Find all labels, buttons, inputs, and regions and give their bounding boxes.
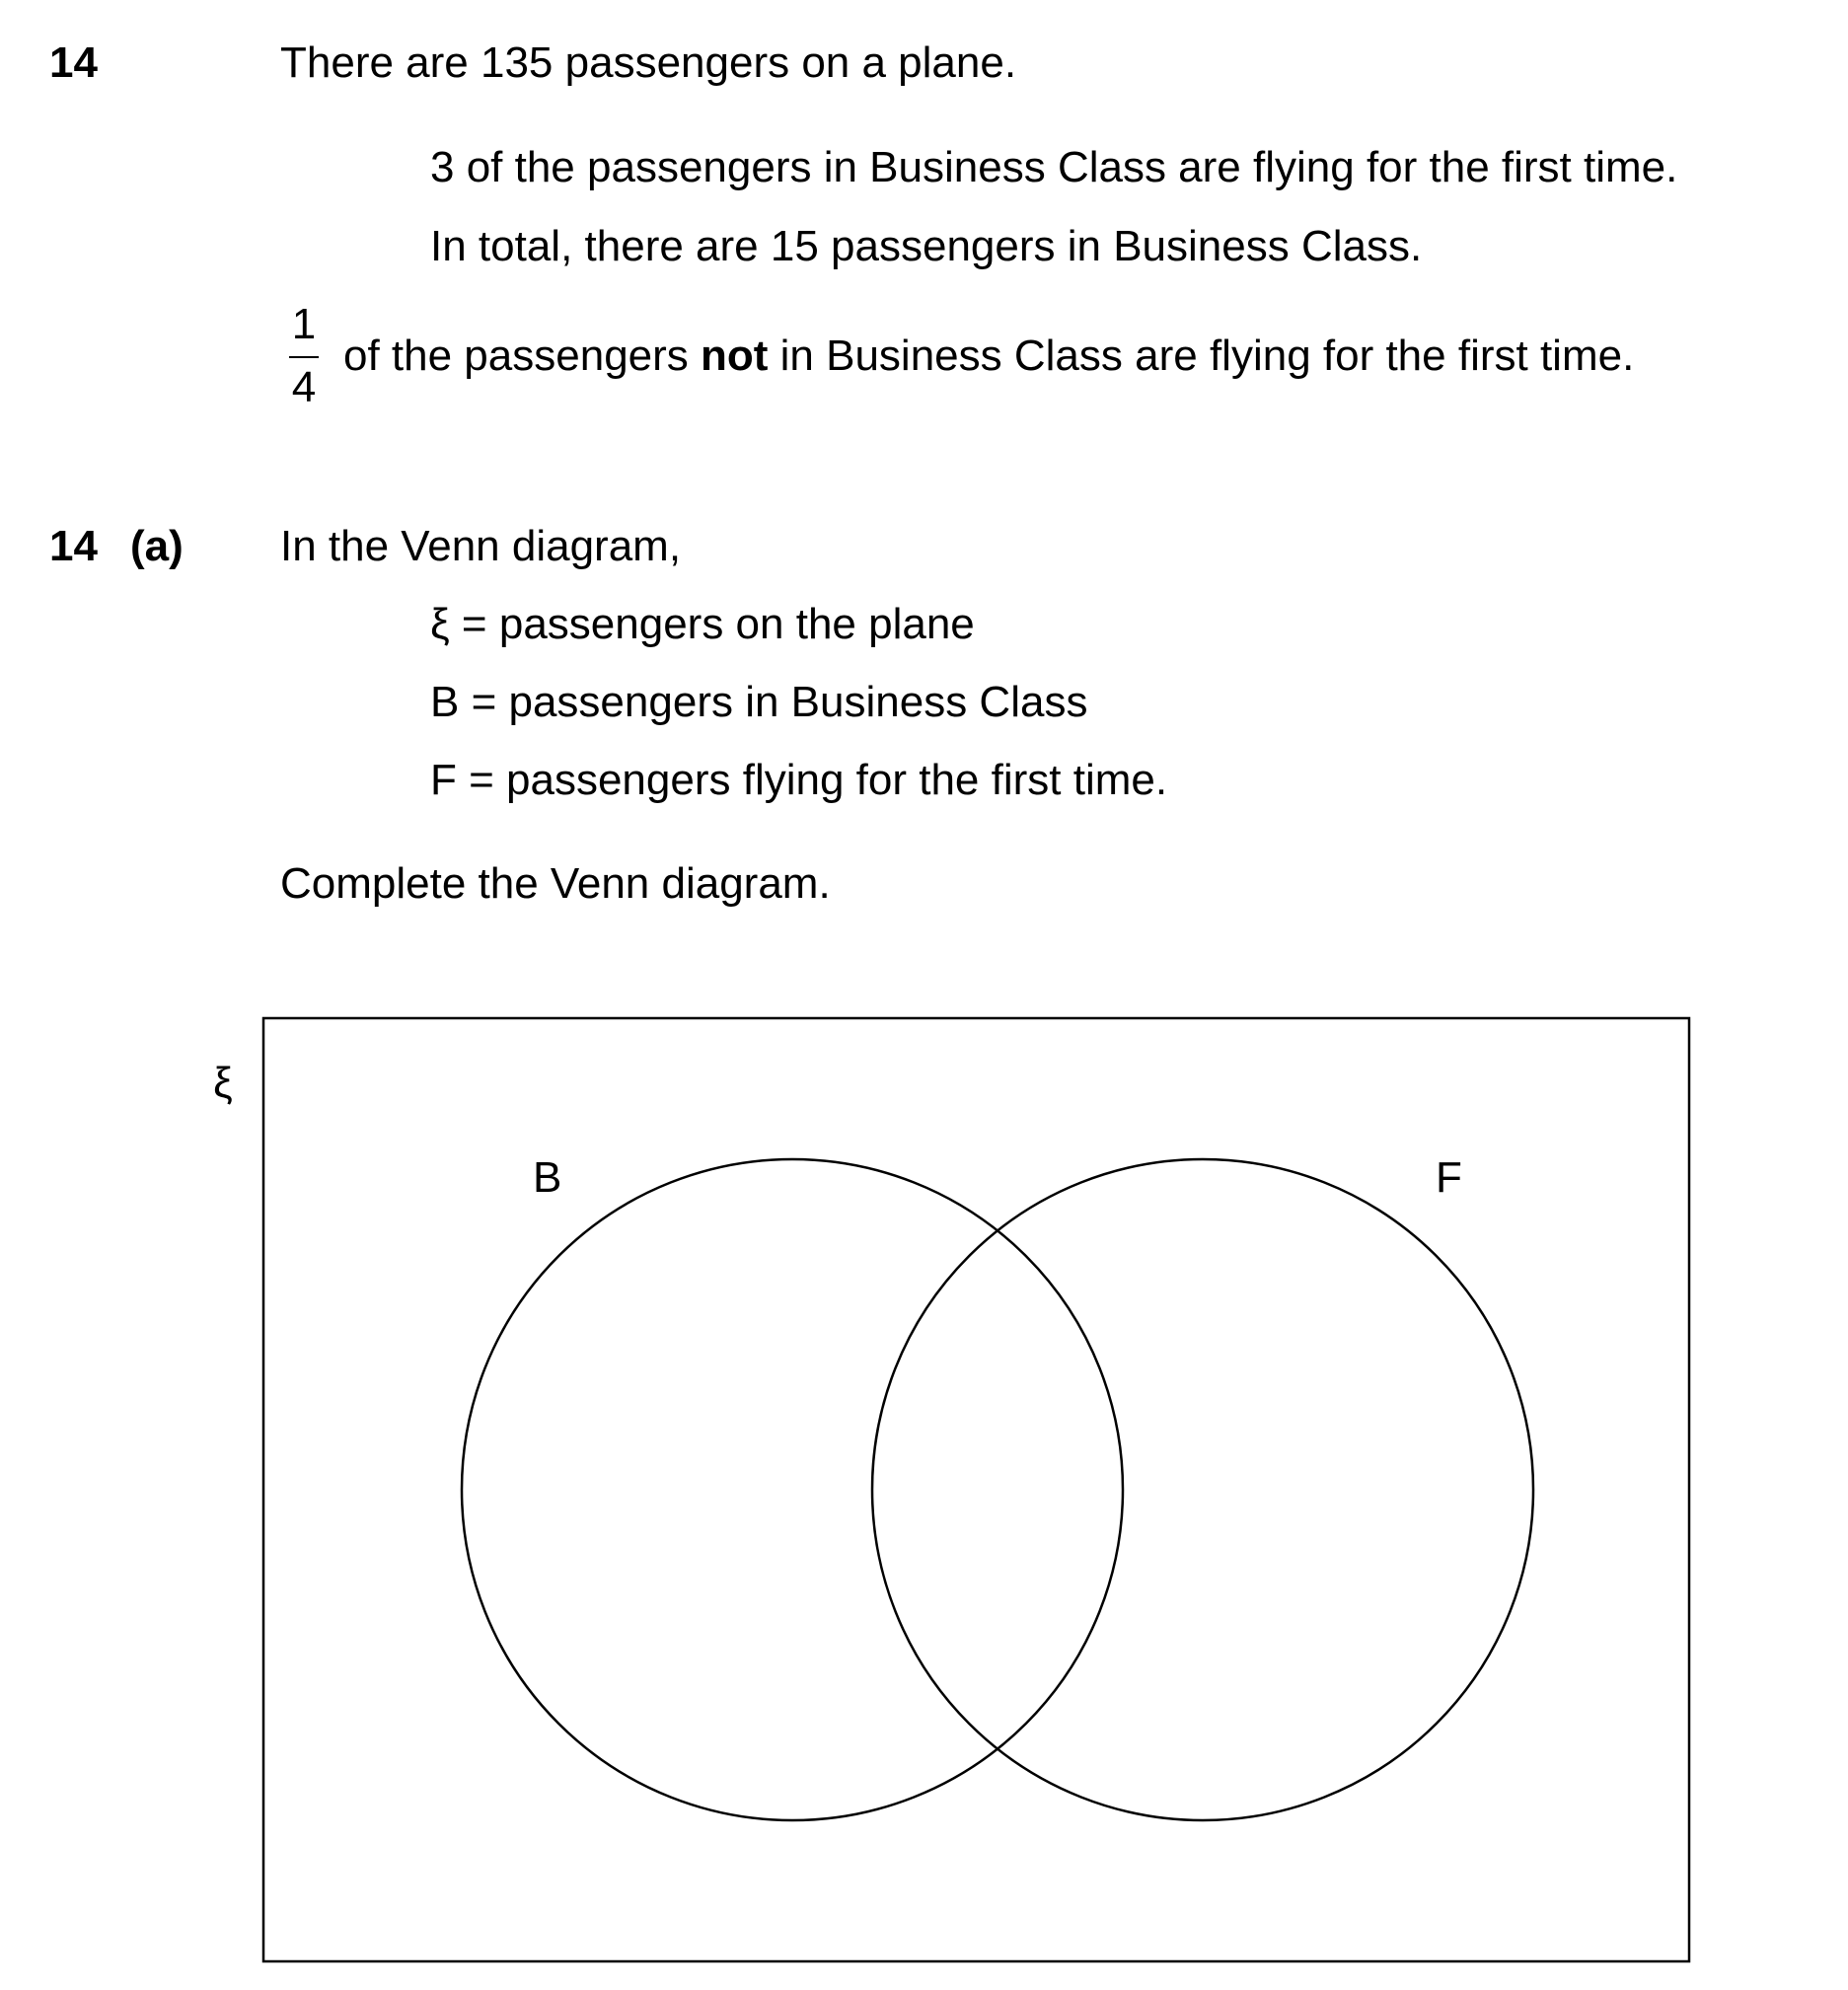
instruction: Complete the Venn diagram. [280, 859, 831, 908]
definition-business: B = passengers in Business Class [430, 678, 1088, 726]
universal-set-box [263, 1018, 1689, 1961]
definition-universal: ξ = passengers on the plane [430, 600, 975, 648]
fraction-statement-before: of the passengers [343, 332, 702, 380]
universal-symbol: ξ [213, 1059, 233, 1107]
definition-first-time: F = passengers flying for the first time. [430, 756, 1168, 804]
fact-line-1: 3 of the passengers in Business Class are flying for the first time. [430, 143, 1678, 191]
fact-line-2: In total, there are 15 passengers in Business Class. [430, 222, 1423, 270]
question-intro: There are 135 passengers on a plane. [280, 38, 1017, 87]
part-a-label: (a) [130, 522, 184, 570]
set-b-label: B [533, 1153, 562, 1202]
fraction-denominator: 4 [291, 363, 317, 411]
set-f-label: F [1436, 1153, 1462, 1202]
set-f-circle [872, 1159, 1533, 1820]
set-b-circle [462, 1159, 1123, 1820]
fraction-statement-emphasis: not [701, 332, 769, 380]
part-a-intro: In the Venn diagram, [280, 522, 682, 570]
question-number: 14 [49, 38, 98, 87]
fraction-statement-after: in Business Class are flying for the first time. [768, 332, 1635, 380]
part-a-number: 14 [49, 522, 98, 570]
fraction-numerator: 1 [291, 300, 317, 348]
